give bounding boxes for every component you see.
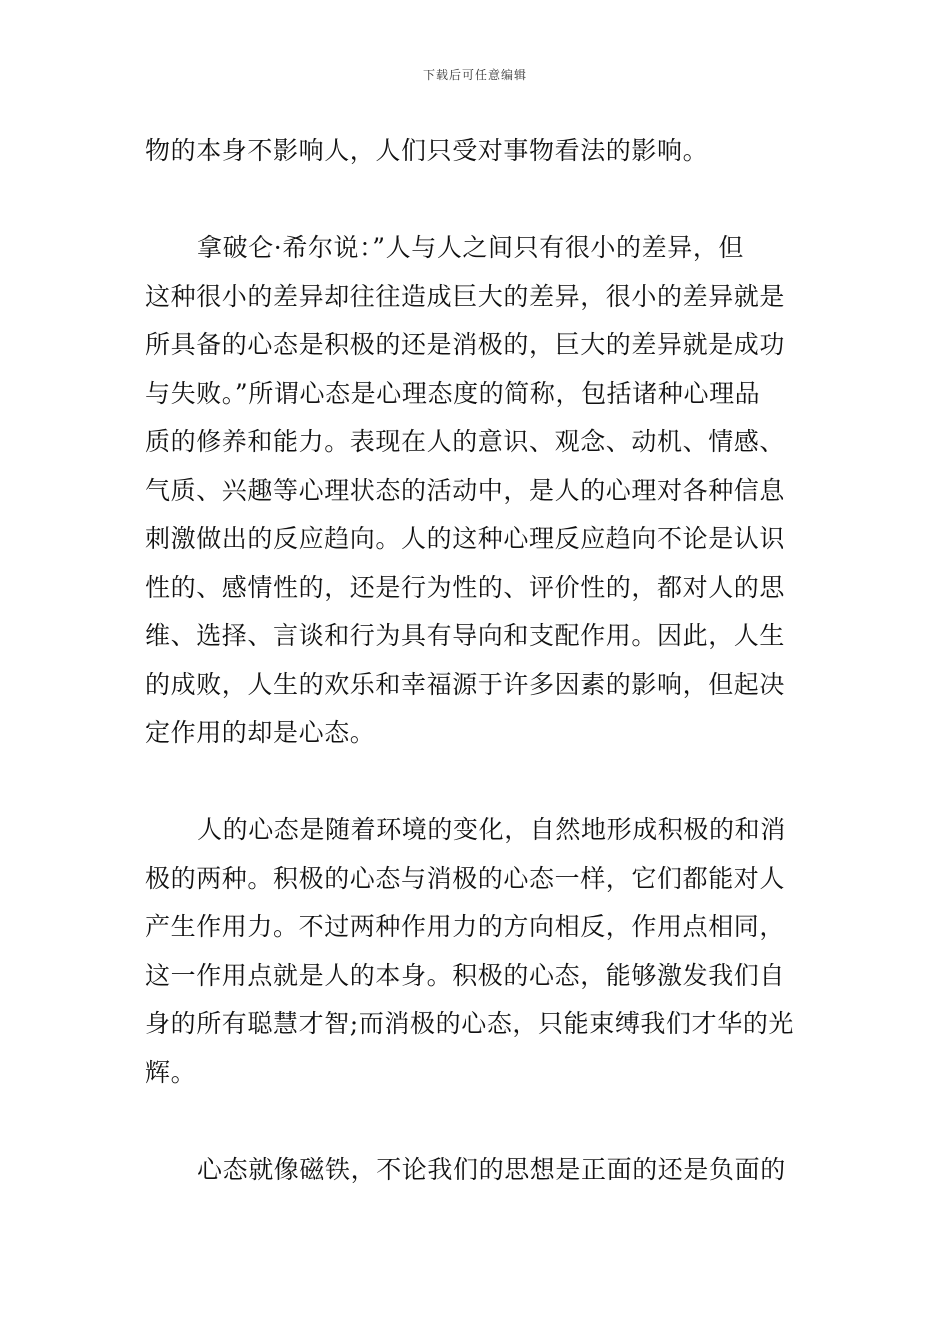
text-line: 极的两种。积极的心态与消极的心态一样，它们都能对人: [145, 863, 786, 893]
text-line: 这一作用点就是人的本身。积极的心态，能够激发我们自: [145, 960, 786, 990]
text-line: 拿破仑·希尔说：”人与人之间只有很小的差异，但: [197, 233, 745, 262]
text-line: 心态就像磁铁，不论我们的思想是正面的还是负面的: [197, 1154, 786, 1184]
page-header-note: 下载后可任意编辑: [422, 68, 527, 82]
text-line: 产生作用力。不过两种作用力的方向相反，作用点相同，: [145, 912, 786, 941]
text-line: 人的心态是随着环境的变化，自然地形成积极的和消: [197, 815, 786, 844]
paragraph-gap: [145, 758, 807, 807]
text-line: 这种很小的差异却往往造成巨大的差异，很小的差异就是: [145, 281, 786, 311]
document-body: [145, 127, 807, 1194]
paragraph-4: [145, 1146, 807, 1195]
text-line: 定作用的却是心态。: [145, 718, 376, 747]
text-line: 质的修养和能力。表现在人的意识、观念、动机、情感、: [145, 427, 786, 456]
text-line: 与失败。”所谓心态是心理态度的简称，包括诸种心理品: [145, 378, 761, 408]
text-line: 辉。: [145, 1057, 197, 1087]
text-line: 维、选择、言谈和行为具有导向和支配作用。因此，人生: [145, 621, 786, 650]
text-line: 性的、感情性的，还是行为性的、评价性的，都对人的思: [145, 572, 786, 602]
text-line: 刺激做出的反应趋向。人的这种心理反应趋向不论是认识: [145, 524, 786, 553]
paragraph-3: [145, 806, 807, 1097]
text-line: 物的本身不影响人，人们只受对事物看法的影响。: [145, 136, 709, 165]
paragraph-gap: [145, 176, 807, 225]
text-line: 的成败，人生的欢乐和幸福源于许多因素的影响，但起决: [145, 669, 786, 699]
paragraph-gap: [145, 1097, 807, 1146]
text-line: 所具备的心态是积极的还是消极的，巨大的差异就是成功: [145, 330, 786, 359]
text-line: 气质、兴趣等心理状态的活动中，是人的心理对各种信息: [145, 475, 786, 505]
paragraph-1: [145, 127, 807, 176]
paragraph-2: [145, 224, 807, 758]
text-line: 身的所有聪慧才智;而消极的心态，只能束缚我们才华的光: [145, 1009, 795, 1038]
